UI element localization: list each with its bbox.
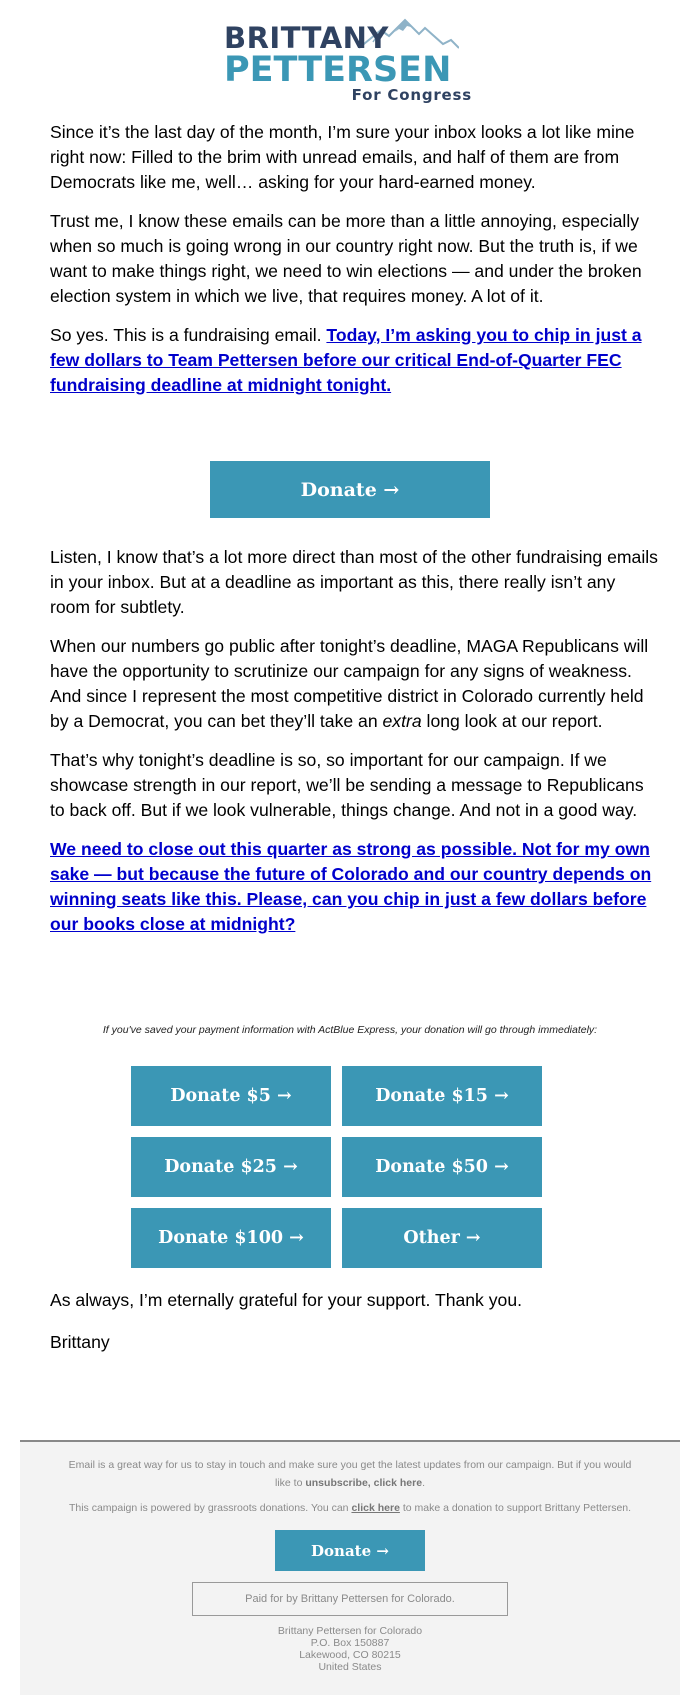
emphasis-extra: extra <box>382 711 422 731</box>
chip-in-link[interactable]: Today, I’m asking you to chip in just a few dollars to Team Pettersen before our critical End-of-Quarter FEC fundraising deadline at midnight tonight. <box>50 325 642 395</box>
body-paragraph-6: That’s why tonight’s deadline is so, so important for our campaign. If we showcase strength in our report, we’ll be sending a message to Republicans to back off. But if we look vulnerable, things change. And not in a good way. <box>50 750 644 820</box>
closing-thanks: As always, I’m eternally grateful for your support. Thank you. <box>50 1290 522 1310</box>
address-line: Lakewood, CO 80215 <box>299 1649 401 1661</box>
body-paragraph-7 <box>50 837 660 937</box>
logo-first-name: BRITTANY <box>224 21 389 55</box>
donate-50-button[interactable]: Donate $50 → <box>342 1137 542 1197</box>
body-section <box>50 545 660 951</box>
closing-section <box>50 1288 660 1372</box>
actblue-express-note: If you've saved your payment information with ActBlue Express, your donation will go through immediately: <box>102 1024 598 1036</box>
paragraph-lead: So yes. This is a fundraising email. <box>50 325 327 345</box>
unsubscribe-text: Email is a great way for us to stay in touch and make sure you get the latest updates from our campaign. But if you would like to <box>68 1459 632 1489</box>
paid-for-disclaimer: Paid for by Brittany Pettersen for Colorado. <box>192 1582 508 1616</box>
unsubscribe-end: . <box>422 1477 425 1489</box>
powered-text: This campaign is powered by grassroots donations. You can <box>68 1502 352 1514</box>
donate-5-button[interactable]: Donate $5 → <box>131 1066 331 1126</box>
donation-amount-grid <box>131 1066 543 1268</box>
paragraph-5-end: long look at our report. <box>421 711 603 731</box>
mailing-address <box>20 1625 680 1673</box>
footer-donate-link[interactable]: click here <box>351 1502 400 1514</box>
campaign-logo <box>224 18 478 104</box>
body-paragraph-5 <box>50 634 660 734</box>
intro-paragraph-2: Trust me, I know these emails can be more than a little annoying, especially when so much is going wrong in our country right now. But the truth is, if we want to make things right, we need to win elections — and under the broken election system in which we live, that requires money. A lot of it. <box>50 211 642 306</box>
address-line: United States <box>318 1661 382 1673</box>
powered-by-notice <box>20 1501 680 1515</box>
close-quarter-link[interactable]: We need to close out this quarter as strong as possible. Not for my own sake — but because the future of Colorado and our country depends on winning seats like this. Please, can you chip in just a few dollars before our books close at midnight? <box>50 839 652 934</box>
body-paragraph-4: Listen, I know that’s a lot more direct than most of the other fundraising emails in your inbox. But at a deadline as important as this, there really isn’t any room for subtlety. <box>50 547 658 617</box>
main-cta <box>210 461 490 518</box>
logo-last-name: PETTERSEN <box>224 50 452 90</box>
unsubscribe-link[interactable]: unsubscribe, click here <box>305 1477 423 1489</box>
address-line: Brittany Pettersen for Colorado <box>277 1625 423 1637</box>
signature: Brittany <box>50 1332 110 1352</box>
logo-tagline: For Congress <box>351 86 472 104</box>
footer-donate-button[interactable]: Donate → <box>275 1530 425 1571</box>
unsubscribe-notice <box>60 1456 640 1492</box>
paragraph-5-start: When our numbers go public after tonight’s deadline, MAGA Republicans will have the opportunity to scrutinize our campaign for any signs of weakness. And since I represent the most competitive district in Colorado currently held by a Democrat, you can bet they’ll take an <box>50 636 649 731</box>
donate-other-button[interactable]: Other → <box>342 1208 542 1268</box>
intro-paragraph-1: Since it’s the last day of the month, I’m sure your inbox looks a lot like mine right now: Filled to the brim with unread emails, and half of them are from Democrats like me, well… asking for your hard-earned money. <box>50 122 635 192</box>
donate-100-button[interactable]: Donate $100 → <box>131 1208 331 1268</box>
donate-25-button[interactable]: Donate $25 → <box>131 1137 331 1197</box>
donate-button[interactable]: Donate → <box>210 461 490 518</box>
powered-text-end: to make a donation to support Brittany Pettersen. <box>399 1502 632 1514</box>
donate-15-button[interactable]: Donate $15 → <box>342 1066 542 1126</box>
intro-section <box>50 120 660 412</box>
intro-paragraph-3 <box>50 323 660 398</box>
address-line: P.O. Box 150887 <box>310 1637 390 1649</box>
email-footer <box>20 1440 680 1695</box>
